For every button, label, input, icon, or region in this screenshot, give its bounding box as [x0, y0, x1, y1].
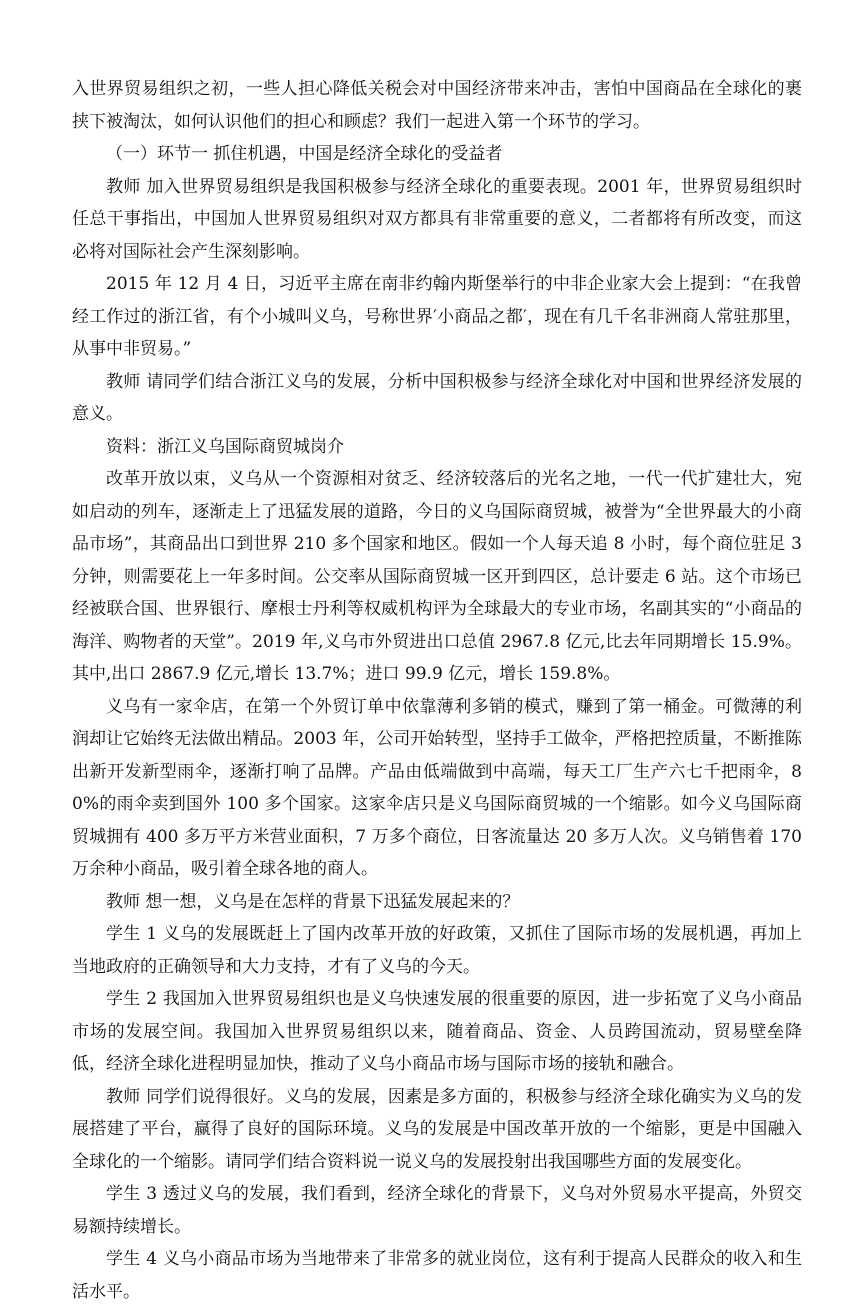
paragraph-teacher-2: 教师 请同学们结合浙江义乌的发展，分析中国积极参与经济全球化对中国和世界经济发展的意义。 [72, 371, 802, 424]
paragraph-student-1: 学生 1 义乌的发展既赶上了国内改革开放的好政策，又抓住了国际市场的发展机遇，再加上当地政府的正确领导和大力支持，才有了义乌的今天。 [72, 924, 802, 977]
paragraph-teacher-1: 教师 加入世界贸易组织是我国积极参与经济全球化的重要表现。2001 年，世界贸易组织时任总干事指出，中国加人世界贸易组织对双方都具有非常重要的意义，二者都将有所改变，而这必将对国际社会产生深刻影响。 [72, 176, 802, 262]
paragraph-student-4: 学生 4 义乌小商品市场为当地带来了非常多的就业岗位，这有利于提高人民群众的收入和生活水平。 [72, 1249, 802, 1302]
section-heading: （一）环节一 抓住机遇，中国是经济全球化的受益者 [106, 144, 503, 164]
paragraph-student-2: 学生 2 我国加入世界贸易组织也是义乌快速发展的很重要的原因，进一步拓宽了义乌小商品市场的发展空间。我国加入世界贸易组织以来，随着商品、资金、人员跨国流动，贸易壁垒降低，经济全球化进程明显加快，推动了义乌小商品市场与国际市场的接轨和融合。 [72, 989, 802, 1074]
paragraph-umbrella-shop: 义乌有一家伞店，在第一个外贸订单中依靠薄利多销的模式，赚到了第一桶金。可微薄的利润却让它始终无法做出精品。2003 年，公司开始转型，坚持手工做伞，严格把控质量，不断推陈出新开发新型雨伞，逐渐打响了品牌。产品由低端做到中高端，每天工厂生产六七千把雨伞，80%的雨伞卖到国外 100 多个国家。这家伞店只是义乌国际商贸城的一个缩影。如今义乌国际商贸城拥有 400 多万平方米营业面积，7 万多个商位，日客流量达 20 多万人次。义乌销售着 170 万余种小商品，吸引着全球各地的商人。 [72, 696, 802, 879]
paragraph-teacher-3: 教师 想一想，义乌是在怎样的背景下迅猛发展起来的？ [106, 891, 520, 912]
paragraph-teacher-4: 教师 同学们说得很好。义乌的发展，因素是多方面的，积极参与经济全球化确实为义乌的发展搭建了平台，赢得了良好的国际环境。义乌的发展是中国改革开放的一个缩影，更是中国融入全球化的一个缩影。请同学们结合资料说一说义乌的发展投射出我国哪些方面的发展变化。 [72, 1086, 802, 1172]
paragraph-material-body: 改革开放以束，义乌从一个资源相对贫乏、经济较落后的光名之地，一代一代扩建壮大，宛如启动的列车，逐渐走上了迅猛发展的道路，今日的义乌国际商贸城，被誉为“全世界最大的小商品市场”，其商品出口到世界 210 多个国家和地区。假如一个人每天追 8 小时，每个商位驻足 3 分钟，则需要花上一年多时间。公交率从国际商贸城一区开到四区，总计要走 6 站。这个市场已经被联合国、世界银行、摩根士丹利等权威机构评为全球最大的专业市场，名副其实的“小商品的海洋、购物者的天堂”。2019 年,义乌市外贸进出口总值 2967.8 亿元,比去年同期增长 15.9%。其中,出口 2867.9 亿元,增长 13.7%；进口 99.9 亿元，增长 159.8%。 [72, 469, 802, 684]
paragraph-intro: 入世界贸易组织之初，一些人担心降低关税会对中国经济带来冲击，害怕中国商品在全球化的裹挟下被淘汰，如何认识他们的担心和顾虑？我们一起进入第一个环节的学习。 [72, 79, 802, 132]
paragraph-student-3: 学生 3 透过义乌的发展，我们看到，经济全球化的背景下，义乌对外贸易水平提高，外贸交易额持续增长。 [72, 1184, 802, 1237]
document-page [72, 73, 802, 1308]
paragraph-material-title: 资料：浙江义乌国际商贸城岗介 [106, 436, 344, 457]
paragraph-quote: 2015 年 12 月 4 日，习近平主席在南非约翰内斯堡举行的中非企业家大会上提到：“在我曾经工作过的浙江省，有个小城叫义乌，号称世界′小商品之都′，现在有几千名非洲商人常驻那里，从事中非贸易。” [72, 274, 802, 359]
